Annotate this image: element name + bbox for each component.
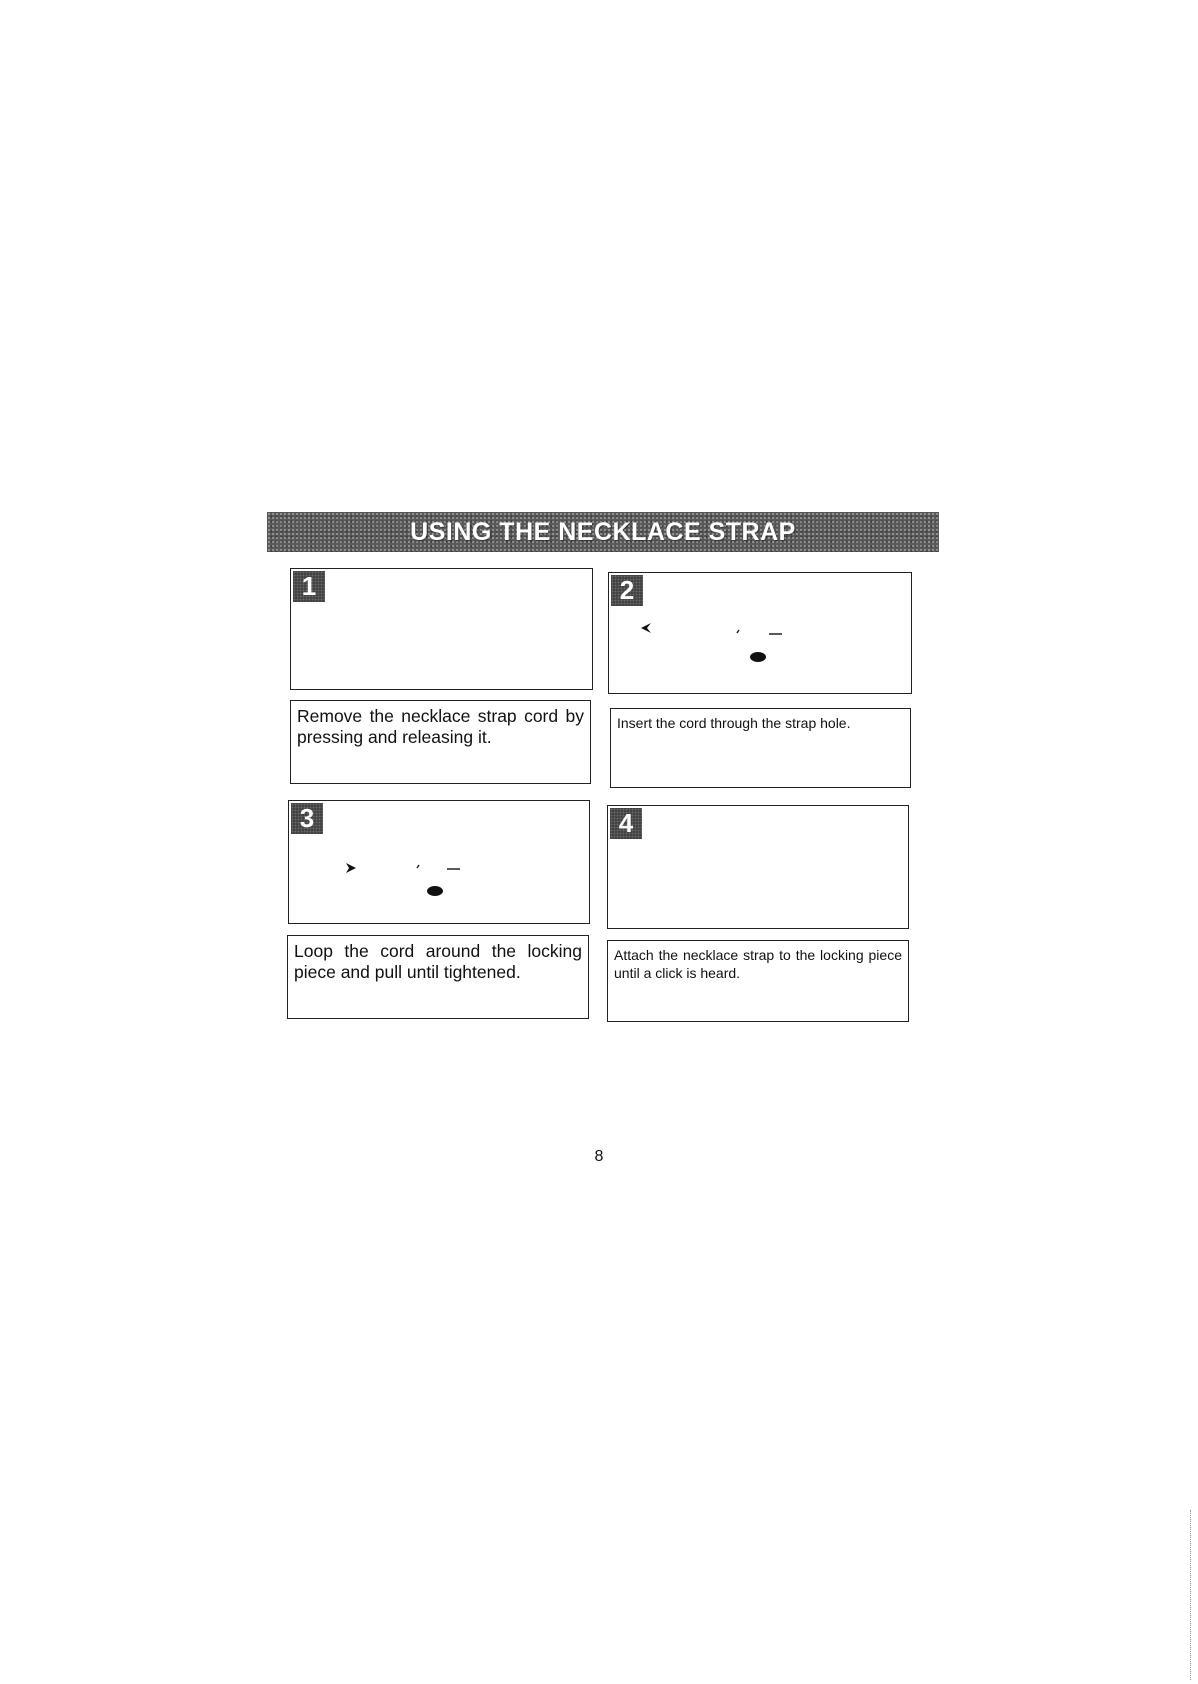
step-4-illustration xyxy=(607,805,909,929)
step-2-illustration xyxy=(608,572,912,694)
scan-edge-mark xyxy=(1190,1510,1192,1680)
locking-piece-mark xyxy=(426,885,444,897)
page-title: USING THE NECKLACE STRAP xyxy=(410,517,796,546)
step-1-illustration xyxy=(290,568,593,690)
locking-piece-mark xyxy=(749,651,767,663)
step-2-caption: Insert the cord through the strap hole. xyxy=(610,708,911,788)
step-4-caption: Attach the necklace strap to the locking piece until a click is heard. xyxy=(607,940,909,1022)
step-2-badge: 2 xyxy=(611,575,643,606)
step-4-badge: 4 xyxy=(610,808,642,839)
cord-mark xyxy=(414,863,464,871)
arrow-icon xyxy=(639,621,653,635)
step-3-caption: Loop the cord around the locking piece and pull until tightened. xyxy=(287,935,589,1019)
arrow-icon xyxy=(344,861,358,875)
section-banner xyxy=(267,512,939,552)
page-number: 8 xyxy=(594,1148,604,1165)
cord-mark xyxy=(734,628,784,636)
step-3-badge: 3 xyxy=(291,803,323,834)
step-1-badge: 1 xyxy=(293,571,325,602)
step-1-caption: Remove the necklace strap cord by pressing and releasing it. xyxy=(290,700,591,784)
step-3-illustration xyxy=(288,800,590,924)
